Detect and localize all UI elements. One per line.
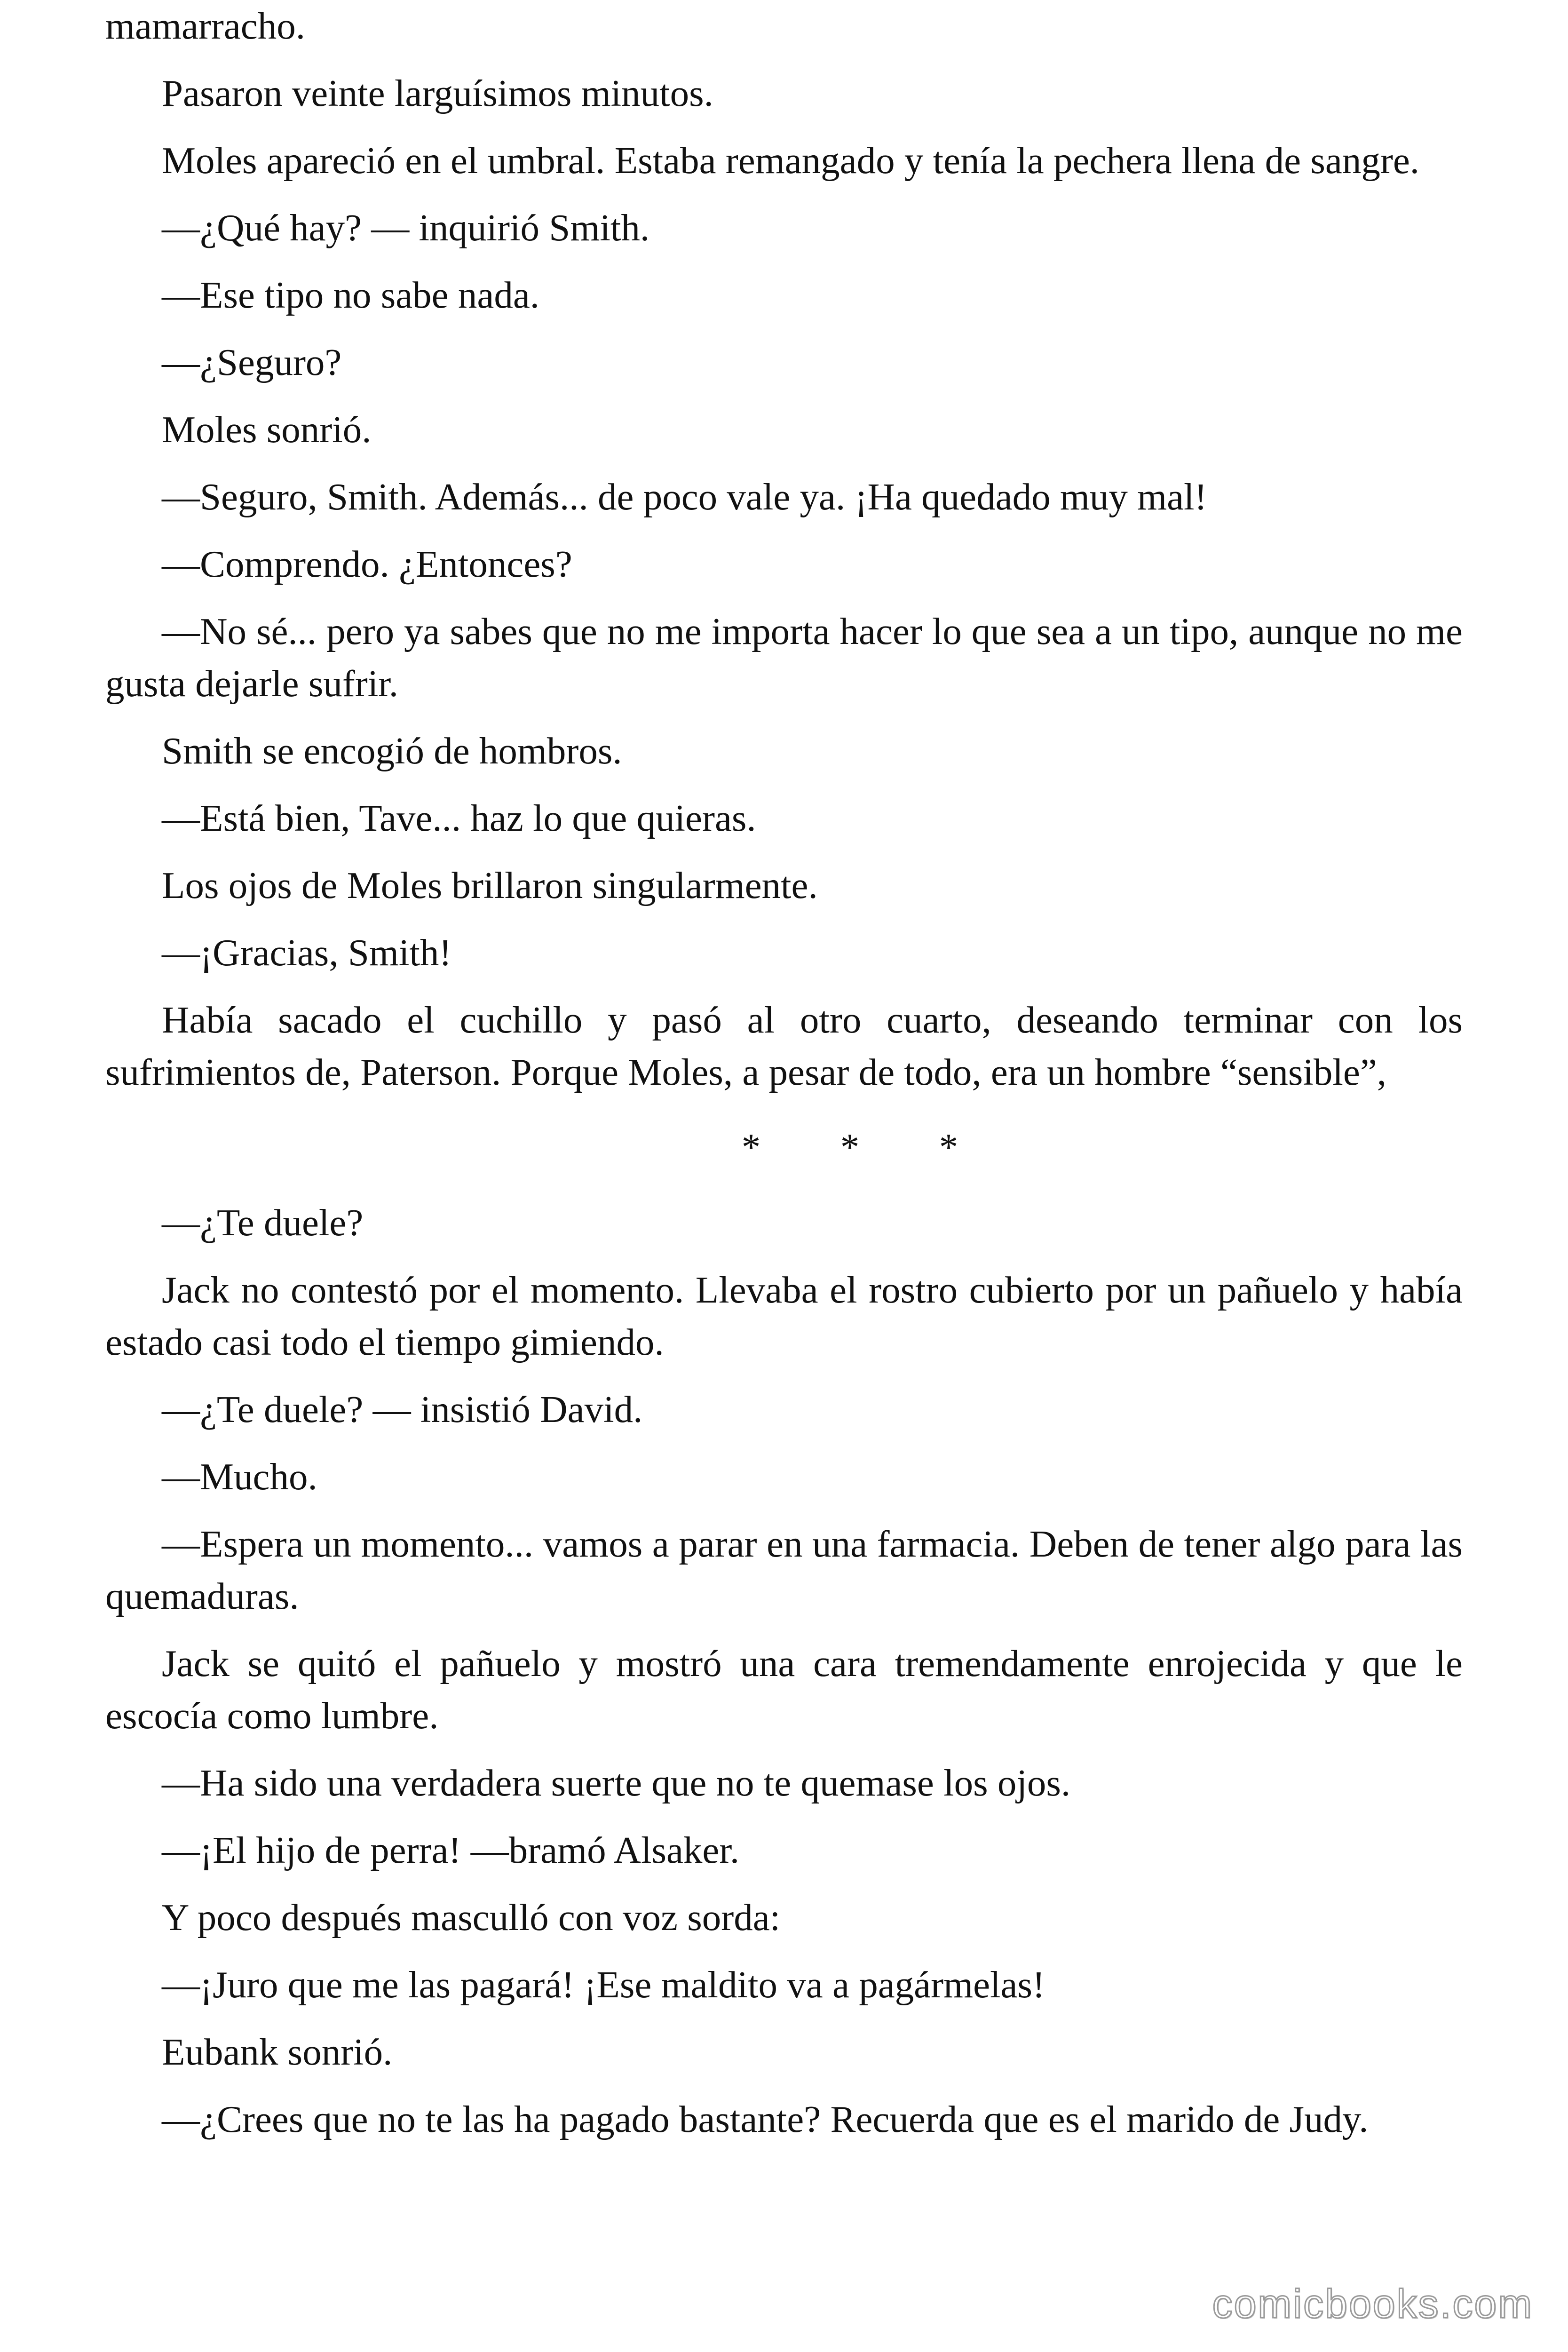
paragraph: —¿Te duele? — insistió David. <box>162 1388 643 1430</box>
book-page <box>105 0 1463 2352</box>
paragraph: —Mucho. <box>162 1455 317 1498</box>
scene-break <box>105 1121 1463 1173</box>
paragraph: Moles apareció en el umbral. Estaba remangado y tenía la pechera llena de sangre. <box>162 139 1420 182</box>
paragraph: —Está bien, Tave... haz lo que quieras. <box>162 797 756 839</box>
paragraph: —¡El hijo de perra! —bramó Alsaker. <box>162 1829 740 1871</box>
paragraph: —¡Juro que me las pagará! ¡Ese maldito va a pagármelas! <box>162 1963 1045 2006</box>
paragraph: —Ha sido una verdadera suerte que no te quemase los ojos. <box>162 1762 1071 1804</box>
paragraph: —¿Te duele? <box>162 1201 364 1244</box>
paragraph: Eubank sonrió. <box>162 2031 393 2073</box>
paragraph: —¡Gracias, Smith! <box>162 931 452 974</box>
asterisk: * <box>840 1126 860 1168</box>
paragraph: mamarracho. <box>105 5 306 47</box>
paragraph: Y poco después masculló con voz sorda: <box>162 1896 781 1939</box>
paragraph: —¿Seguro? <box>162 341 342 383</box>
asterisk: * <box>939 1126 958 1168</box>
paragraph: Los ojos de Moles brillaron singularmente. <box>162 864 818 906</box>
paragraph: Pasaron veinte larguísimos minutos. <box>162 72 713 114</box>
paragraph: —¿Crees que no te las ha pagado bastante? Recuerda que es el marido de Judy. <box>162 2098 1369 2140</box>
paragraph: Jack no contestó por el momento. Llevaba el rostro cubierto por un pañuelo y había estado casi todo el tiempo gimiendo. <box>105 1269 1463 1363</box>
paragraph: —No sé... pero ya sabes que no me importa hacer lo que sea a un tipo, aunque no me gusta dejarle sufrir. <box>105 610 1463 705</box>
watermark: comicbooks.com <box>1212 2281 1533 2327</box>
paragraph: —Seguro, Smith. Además... de poco vale ya. ¡Ha quedado muy mal! <box>162 476 1207 518</box>
asterisk: * <box>741 1126 761 1168</box>
paragraph: —Ese tipo no sabe nada. <box>162 274 540 316</box>
paragraph: Jack se quitó el pañuelo y mostró una cara tremendamente enrojecida y que le escocía como lumbre. <box>105 1642 1463 1737</box>
paragraph: Smith se encogió de hombros. <box>162 730 622 772</box>
paragraph: Había sacado el cuchillo y pasó al otro cuarto, deseando terminar con los sufrimientos de, Paterson. Porque Moles, a pesar de todo, era un hombre “sensible”, <box>105 999 1463 1093</box>
paragraph: —Espera un momento... vamos a parar en una farmacia. Deben de tener algo para las quemaduras. <box>105 1523 1463 1617</box>
paragraph: —Comprendo. ¿Entonces? <box>162 543 572 585</box>
paragraph: —¿Qué hay? — inquirió Smith. <box>162 207 650 249</box>
paragraph: Moles sonrió. <box>162 408 372 451</box>
